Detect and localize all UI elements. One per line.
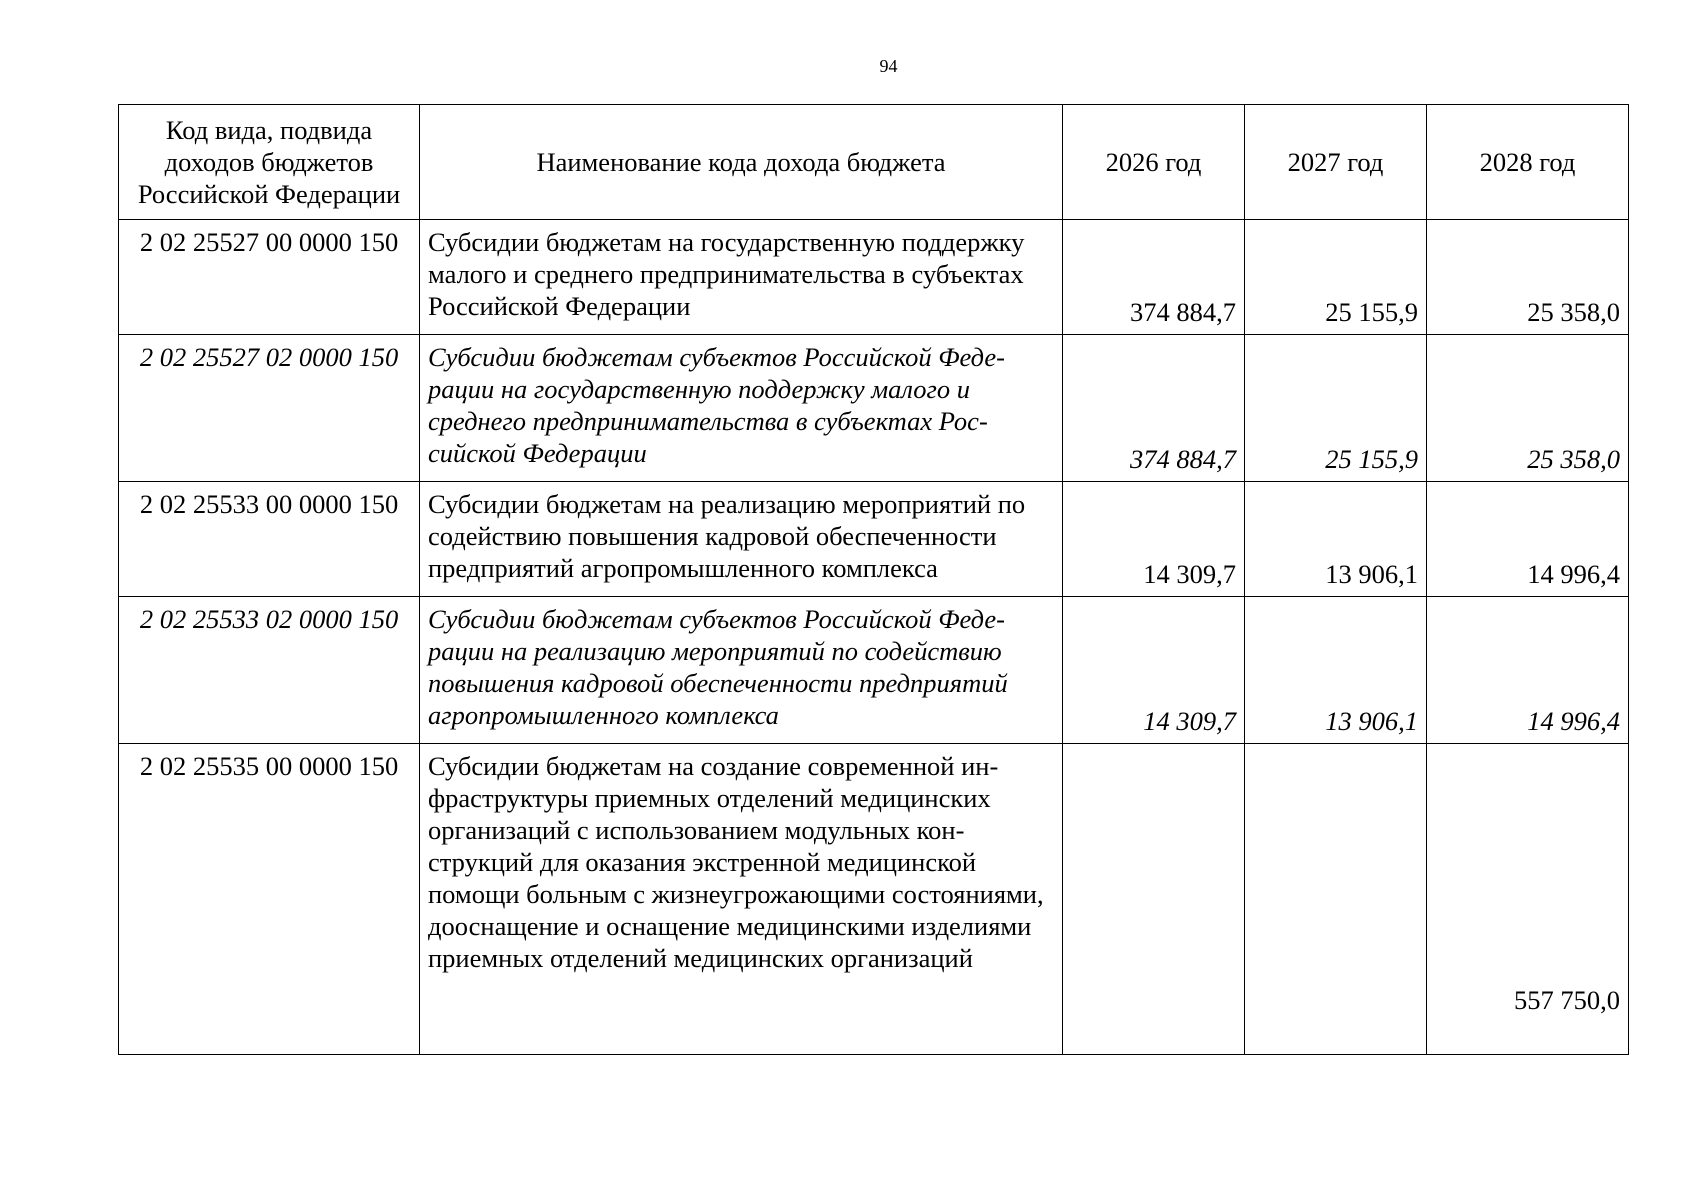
amount-2027: 13 906,1	[1245, 482, 1427, 597]
revenue-code: 2 02 25527 00 0000 150	[119, 220, 420, 335]
page-number: 94	[879, 56, 898, 76]
header-2027: 2027 год	[1245, 105, 1427, 220]
revenue-name: Субсидии бюджетам субъектов Российской Федерации на реализацию мероприятий по содействию повышения кадровой обеспеченности предприятий агропромышленного комплекса	[420, 597, 1063, 744]
amount-2028: 14 996,4	[1427, 482, 1629, 597]
table-header-row	[119, 105, 1629, 220]
amount-2028: 14 996,4	[1427, 597, 1629, 744]
amount-2026	[1063, 744, 1245, 1055]
header-2026: 2026 год	[1063, 105, 1245, 220]
table-row	[119, 335, 1629, 482]
revenue-name: Субсидии бюджетам субъектов Российской Федерации на государственную поддержку малого и среднего предпринимательства в субъектах Российской Федерации	[420, 335, 1063, 482]
budget-revenue-table	[118, 104, 1629, 1055]
table-row	[119, 597, 1629, 744]
revenue-name: Субсидии бюджетам на государственную поддержку малого и среднего предпринимательства в субъектах Российской Федерации	[420, 220, 1063, 335]
amount-2026: 374 884,7	[1063, 220, 1245, 335]
amount-2026: 374 884,7	[1063, 335, 1245, 482]
amount-2026: 14 309,7	[1063, 597, 1245, 744]
amount-2027: 13 906,1	[1245, 597, 1427, 744]
table-row	[119, 482, 1629, 597]
revenue-code: 2 02 25533 02 0000 150	[119, 597, 420, 744]
revenue-code: 2 02 25535 00 0000 150	[119, 744, 420, 1055]
revenue-code: 2 02 25533 00 0000 150	[119, 482, 420, 597]
amount-2027: 25 155,9	[1245, 220, 1427, 335]
revenue-name: Субсидии бюджетам на реализацию мероприятий по содействию повышения кадровой обеспеченности предприятий агропромышленного комплекса	[420, 482, 1063, 597]
amount-2027: 25 155,9	[1245, 335, 1427, 482]
revenue-code: 2 02 25527 02 0000 150	[119, 335, 420, 482]
header-name: Наименование кода дохода бюджета	[420, 105, 1063, 220]
table-row	[119, 220, 1629, 335]
amount-2028: 25 358,0	[1427, 220, 1629, 335]
amount-2028: 25 358,0	[1427, 335, 1629, 482]
amount-2026: 14 309,7	[1063, 482, 1245, 597]
revenue-name: Субсидии бюджетам на создание современной инфраструктуры приемных отделений медицинских организаций с использованием модульных конструкций для оказания экстренной медицинской помощи больным с жизнеугрожающими состояниями, дооснащение и оснащение медицинскими изделиями приемных отделений медицинских организаций	[420, 744, 1063, 1055]
amount-2028: 557 750,0	[1427, 744, 1629, 1055]
amount-2027	[1245, 744, 1427, 1055]
table-row	[119, 744, 1629, 1055]
header-2028: 2028 год	[1427, 105, 1629, 220]
header-code: Код вида, подвида доходов бюджетов Российской Федерации	[119, 105, 420, 220]
